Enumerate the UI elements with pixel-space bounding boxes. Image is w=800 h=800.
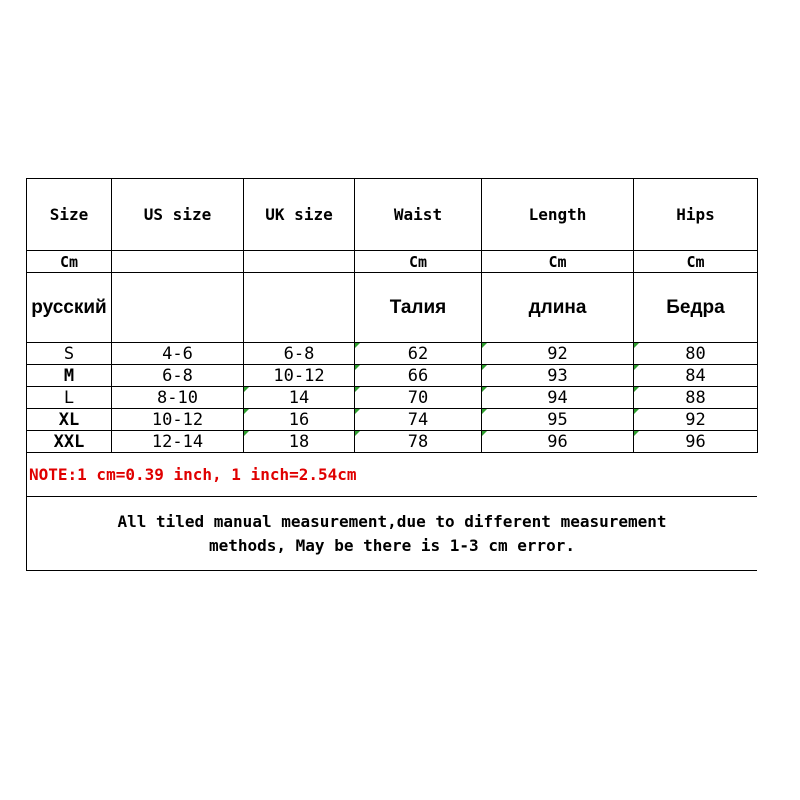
cell-us: 6-8 bbox=[112, 365, 244, 387]
unit-us bbox=[112, 251, 244, 273]
cell-length: 96 bbox=[482, 431, 634, 453]
ru-us bbox=[112, 273, 244, 343]
unit-uk bbox=[244, 251, 355, 273]
table-row bbox=[27, 387, 758, 409]
header-length: Length bbox=[482, 179, 634, 251]
cell-uk: 18 bbox=[244, 431, 355, 453]
cell-uk: 16 bbox=[244, 409, 355, 431]
unit-hips: Cm bbox=[634, 251, 758, 273]
cell-length: 94 bbox=[482, 387, 634, 409]
notes-section bbox=[26, 453, 757, 571]
cell-length: 93 bbox=[482, 365, 634, 387]
unit-size: Cm bbox=[27, 251, 112, 273]
cell-hips: 92 bbox=[634, 409, 758, 431]
table-row bbox=[27, 365, 758, 387]
disclaimer-line-2: methods, May be there is 1-3 cm error. bbox=[208, 535, 576, 555]
cell-uk: 14 bbox=[244, 387, 355, 409]
cell-waist: 74 bbox=[355, 409, 482, 431]
cell-size: L bbox=[27, 387, 112, 409]
russian-row bbox=[27, 273, 758, 343]
unit-waist: Cm bbox=[355, 251, 482, 273]
cell-hips: 88 bbox=[634, 387, 758, 409]
measurement-disclaimer bbox=[27, 497, 757, 570]
header-us-size: US size bbox=[112, 179, 244, 251]
cell-hips: 96 bbox=[634, 431, 758, 453]
cell-us: 4-6 bbox=[112, 343, 244, 365]
cell-length: 95 bbox=[482, 409, 634, 431]
table-row bbox=[27, 343, 758, 365]
size-chart bbox=[26, 178, 757, 571]
cell-hips: 84 bbox=[634, 365, 758, 387]
cell-waist: 62 bbox=[355, 343, 482, 365]
table-row bbox=[27, 409, 758, 431]
cell-uk: 10-12 bbox=[244, 365, 355, 387]
ru-size: русский bbox=[27, 273, 112, 343]
cell-us: 8-10 bbox=[112, 387, 244, 409]
table-row bbox=[27, 431, 758, 453]
cell-hips: 80 bbox=[634, 343, 758, 365]
ru-hips: Бедра bbox=[634, 273, 758, 343]
cell-size: XXL bbox=[27, 431, 112, 453]
conversion-note: NOTE:1 cm=0.39 inch, 1 inch=2.54cm bbox=[27, 453, 757, 497]
header-size: Size bbox=[27, 179, 112, 251]
unit-length: Cm bbox=[482, 251, 634, 273]
header-uk-size: UK size bbox=[244, 179, 355, 251]
ru-length: длина bbox=[482, 273, 634, 343]
cell-length: 92 bbox=[482, 343, 634, 365]
header-waist: Waist bbox=[355, 179, 482, 251]
cell-size: XL bbox=[27, 409, 112, 431]
ru-uk bbox=[244, 273, 355, 343]
ru-waist: Талия bbox=[355, 273, 482, 343]
header-row bbox=[27, 179, 758, 251]
cell-uk: 6-8 bbox=[244, 343, 355, 365]
cell-waist: 70 bbox=[355, 387, 482, 409]
cell-us: 12-14 bbox=[112, 431, 244, 453]
size-table bbox=[26, 178, 758, 453]
cell-us: 10-12 bbox=[112, 409, 244, 431]
cell-waist: 78 bbox=[355, 431, 482, 453]
disclaimer-line-1: All tiled manual measurement,due to different measurement bbox=[117, 511, 667, 531]
cell-waist: 66 bbox=[355, 365, 482, 387]
cell-size: M bbox=[27, 365, 112, 387]
unit-row bbox=[27, 251, 758, 273]
header-hips: Hips bbox=[634, 179, 758, 251]
cell-size: S bbox=[27, 343, 112, 365]
